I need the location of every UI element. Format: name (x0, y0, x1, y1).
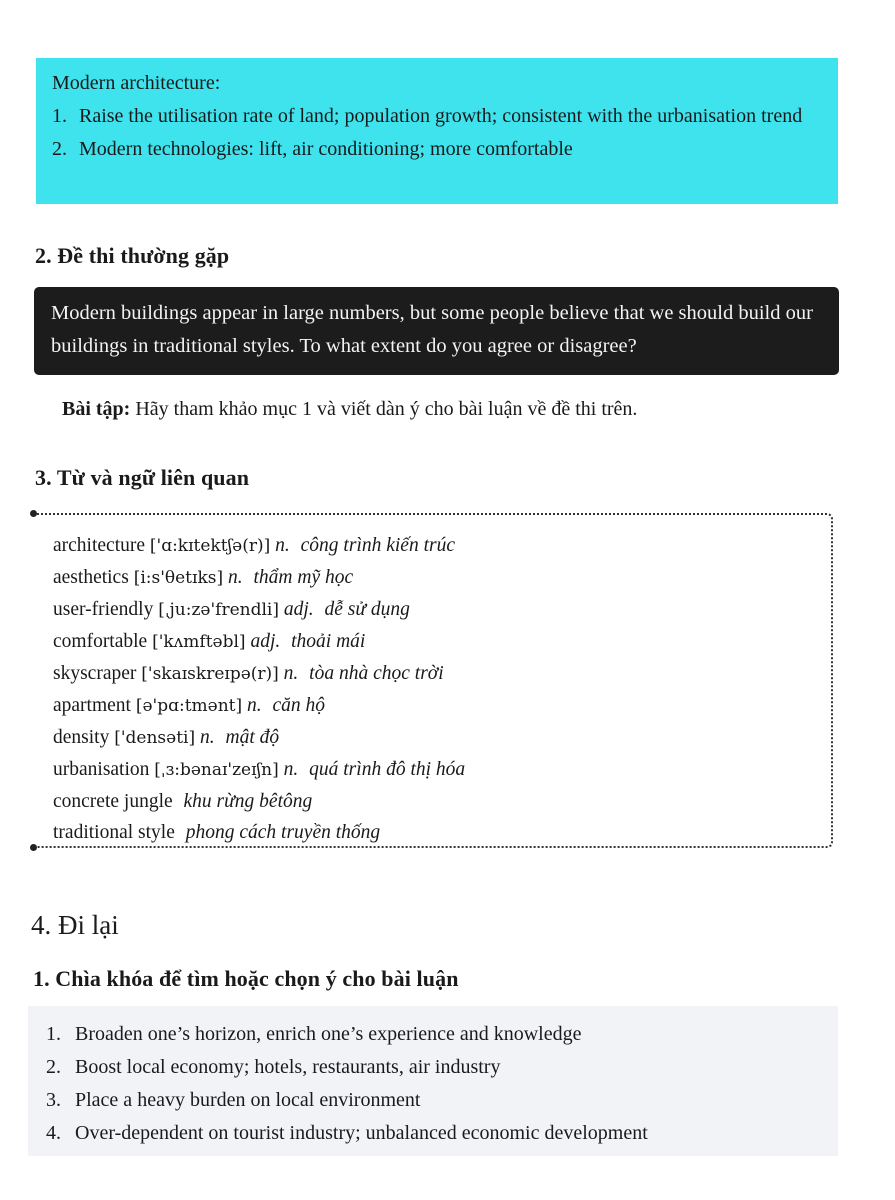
vocab-word: skyscraper (53, 663, 137, 684)
modern-points-list (52, 100, 818, 166)
list-item (46, 1018, 822, 1051)
vocab-word: comfortable (53, 631, 148, 652)
bullet-dot-icon (30, 510, 37, 517)
vocab-meaning: phong cách truyền thống (185, 822, 381, 843)
vocab-ipa: [ə'pɑ:tmənt] (135, 696, 243, 716)
travel-points-list (46, 1018, 822, 1150)
item-number: 2. (52, 138, 67, 160)
vocab-meaning: tòa nhà chọc trời (309, 663, 444, 684)
item-text: Broaden one’s horizon, enrich one’s experience and knowledge (75, 1023, 582, 1045)
item-text: Boost local economy; hotels, restaurants, air industry (75, 1056, 501, 1078)
vocab-ipa: [i:s'θetɪks] (133, 568, 224, 588)
vocab-pos: n. (283, 759, 299, 780)
vocab-pos: adj. (250, 631, 281, 652)
item-number: 3. (46, 1089, 61, 1111)
vocab-word: density (53, 727, 110, 748)
vocab-meaning: khu rừng bêtông (183, 791, 313, 812)
vocab-pos: n. (227, 567, 243, 588)
vocab-pos: adj. (283, 599, 314, 620)
list-item (52, 100, 818, 133)
item-text: Over-dependent on tourist industry; unbalanced economic development (75, 1122, 648, 1144)
section-heading-exam: 2. Đề thi thường gặp (35, 243, 230, 268)
item-text: Modern technologies: lift, air conditioning; more comfortable (79, 138, 573, 160)
list-item (46, 1084, 822, 1117)
item-text: Place a heavy burden on local environment (75, 1089, 421, 1111)
box-title: Modern architecture: (52, 72, 221, 94)
vocab-word: user-friendly (53, 599, 154, 620)
list-item (46, 1117, 822, 1150)
list-item (46, 1051, 822, 1084)
vocab-entry (53, 626, 465, 658)
vocab-meaning: dễ sử dụng (324, 599, 410, 620)
exercise-label: Bài tập: (62, 398, 131, 420)
section-heading-travel: 4. Đi lại (31, 910, 119, 940)
vocab-ipa: ['skaɪskreɪpə(r)] (141, 664, 279, 684)
vocab-meaning: công trình kiến trúc (300, 535, 455, 556)
exam-question-text: Modern buildings appear in large numbers, but some people believe that we should build our buildings in traditional styles. To what extent do you agree or disagree? (51, 302, 813, 357)
vocab-pos: n. (199, 727, 215, 748)
vocab-meaning: mật độ (225, 727, 280, 748)
vocab-entry (53, 817, 465, 848)
vocab-word: apartment (53, 695, 131, 716)
vocab-word: aesthetics (53, 567, 129, 588)
item-number: 2. (46, 1056, 61, 1078)
vocab-word: traditional style (53, 822, 175, 843)
item-number: 1. (46, 1023, 61, 1045)
vocab-entry (53, 530, 465, 562)
vocab-word: urbanisation (53, 759, 150, 780)
bullet-dot-icon (30, 844, 37, 851)
vocab-entry (53, 786, 465, 817)
vocab-meaning: căn hộ (272, 695, 326, 716)
vocab-ipa: ['densəti] (114, 728, 196, 748)
vocab-ipa: ['ɑ:kɪtektʃə(r)] (149, 536, 271, 556)
item-number: 4. (46, 1122, 61, 1144)
vocab-entry (53, 562, 465, 594)
exam-question-box (34, 287, 839, 375)
vocab-pos: n. (275, 535, 290, 556)
modern-architecture-box (36, 58, 838, 204)
vocab-ipa: ['kʌmftəbl] (152, 632, 246, 652)
vocab-pos: n. (247, 695, 262, 716)
vocab-word: architecture (53, 535, 146, 556)
item-number: 1. (52, 105, 67, 127)
vocab-meaning: thẩm mỹ học (253, 567, 354, 588)
vocabulary-list (53, 530, 465, 848)
vocab-word: concrete jungle (53, 791, 173, 812)
vocab-entry (53, 658, 465, 690)
vocab-entry (53, 722, 465, 754)
section-heading-vocab: 3. Từ và ngữ liên quan (35, 465, 250, 490)
vocab-meaning: quá trình đô thị hóa (309, 759, 466, 780)
exercise-line (62, 398, 637, 421)
vocabulary-box (33, 513, 833, 848)
vocab-ipa: [ˌju:zə'frendli] (158, 600, 279, 620)
vocab-pos: n. (283, 663, 299, 684)
item-text: Raise the utilisation rate of land; population growth; consistent with the urbanisation trend (79, 105, 803, 127)
list-item (52, 133, 818, 166)
vocab-entry (53, 690, 465, 722)
vocab-ipa: [ˌɜ:bənaɪ'zeɪʃn] (154, 760, 279, 780)
vocab-entry (53, 754, 465, 786)
vocab-entry (53, 594, 465, 626)
travel-points-box (28, 1006, 838, 1156)
vocab-meaning: thoải mái (291, 631, 366, 652)
subsection-heading-keys: 1. Chìa khóa để tìm hoặc chọn ý cho bài luận (33, 966, 459, 991)
exercise-text: Hãy tham khảo mục 1 và viết dàn ý cho bài luận về đề thi trên. (135, 398, 638, 420)
